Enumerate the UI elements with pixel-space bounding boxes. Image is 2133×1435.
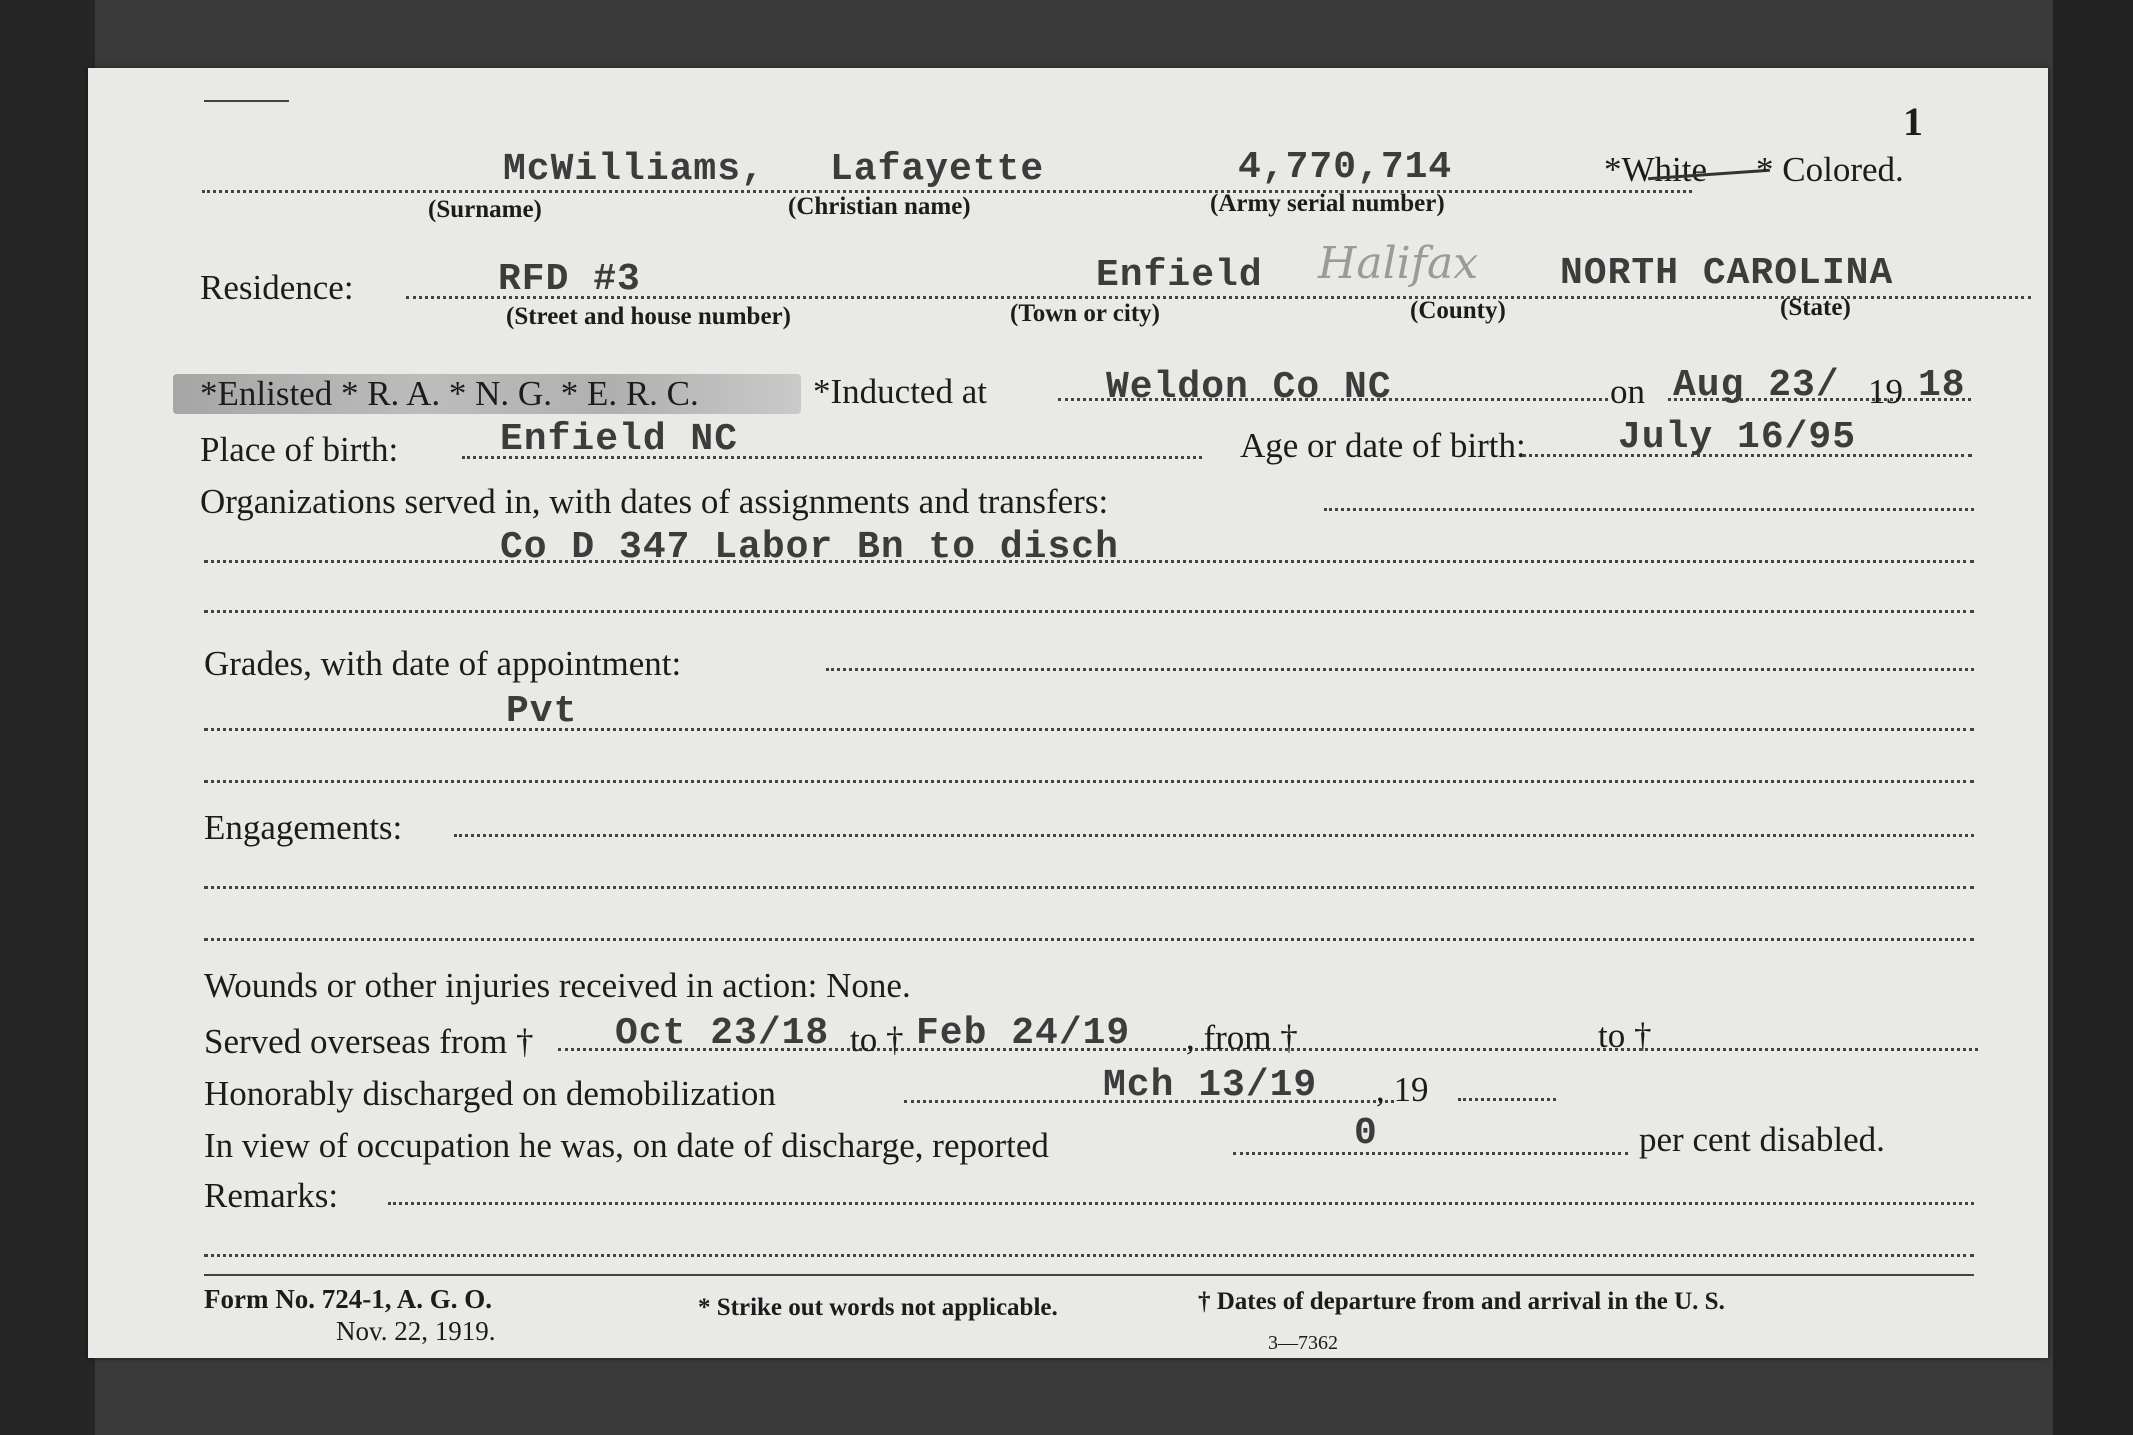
grades-line-2 [204,728,1974,731]
engagements-label: Engagements: [204,808,403,847]
organizations-line-3 [204,610,1974,613]
form-number: Form No. 724-1, A. G. O. [204,1284,492,1314]
grades-value: Pvt [506,690,578,733]
scanner-frame-left [0,0,95,1435]
surname-caption: (Surname) [428,196,542,223]
scanner-frame-right [2053,0,2133,1435]
grades-label: Grades, with date of appointment: [204,644,682,683]
served-from-value: Oct 23/18 [615,1012,830,1055]
print-code: 3—7362 [1268,1332,1338,1354]
birthplace-value: Enfield NC [500,418,739,461]
street-caption: (Street and house number) [506,303,791,330]
engagements-line-1 [454,834,1974,837]
wounds-text: Wounds or other injuries received in action: None. [204,966,911,1005]
served-overseas-label: Served overseas from † [204,1022,534,1061]
county-caption: (County) [1410,297,1506,324]
from-again-label: , from † [1186,1018,1298,1057]
engagements-line-2 [204,886,1974,889]
christian-name-value: Lafayette [830,148,1045,191]
enlisted-options: *Enlisted * R. A. * N. G. * E. R. C. [200,374,699,413]
to-again-label: to † [1598,1016,1652,1055]
surname-value: McWilliams, [503,148,765,191]
disabled-value: 0 [1354,1112,1378,1155]
inducted-value: Weldon Co NC [1106,366,1392,409]
year-prefix: 19 [1868,372,1903,411]
birthplace-label: Place of birth: [200,430,399,469]
service-record-card [88,68,2048,1358]
remarks-line-2 [204,1254,1974,1257]
state-value: NORTH CAROLINA [1560,252,1894,295]
remarks-label: Remarks: [204,1176,339,1215]
colored-label: * Colored. [1756,150,1904,189]
serial-number-caption: (Army serial number) [1210,190,1445,217]
residence-label: Residence: [200,268,354,307]
white-label: *White [1604,150,1708,189]
organizations-label: Organizations served in, with dates of assignments and transfers: [200,482,1109,521]
footer-divider [204,1274,1974,1276]
discharged-year-line [1458,1098,1556,1101]
state-caption: (State) [1780,294,1851,321]
on-label: on [1610,372,1645,411]
grades-line-3 [204,780,1974,783]
age-value: July 16/95 [1618,416,1857,459]
town-caption: (Town or city) [1010,300,1160,327]
dates-note: † Dates of departure from and arrival in the U. S. [1198,1288,1725,1315]
grades-line-1 [826,668,1974,671]
strike-note: * Strike out words not applicable. [698,1294,1058,1321]
top-left-dash [204,100,289,102]
page-number: 1 [1903,99,1923,144]
county-value: Halifax [1318,238,1479,289]
on-date-value: Aug 23/ [1673,364,1840,407]
to-dagger-label: to † [850,1020,904,1059]
inducted-label: *Inducted at [813,372,987,411]
disability-label: In view of occupation he was, on date of discharge, reported [204,1126,1049,1165]
year-value: 18 [1918,364,1966,407]
christian-name-caption: (Christian name) [788,193,971,220]
age-label: Age or date of birth: [1240,426,1526,465]
per-cent-label: per cent disabled. [1639,1120,1885,1159]
street-value: RFD #3 [498,258,641,301]
discharged-value: Mch 13/19 [1103,1064,1318,1107]
disability-line [1233,1152,1628,1155]
engagements-line-3 [204,938,1974,941]
organizations-line-1 [1324,508,1974,511]
discharged-year-label: , 19 [1376,1070,1429,1109]
organizations-value: Co D 347 Labor Bn to disch [500,526,1119,569]
town-value: Enfield [1096,254,1263,297]
form-date: Nov. 22, 1919. [336,1316,496,1346]
serial-number-value: 4,770,714 [1238,146,1453,189]
served-to-value: Feb 24/19 [916,1012,1131,1055]
remarks-line-1 [388,1202,1974,1205]
discharged-label: Honorably discharged on demobilization [204,1074,776,1113]
